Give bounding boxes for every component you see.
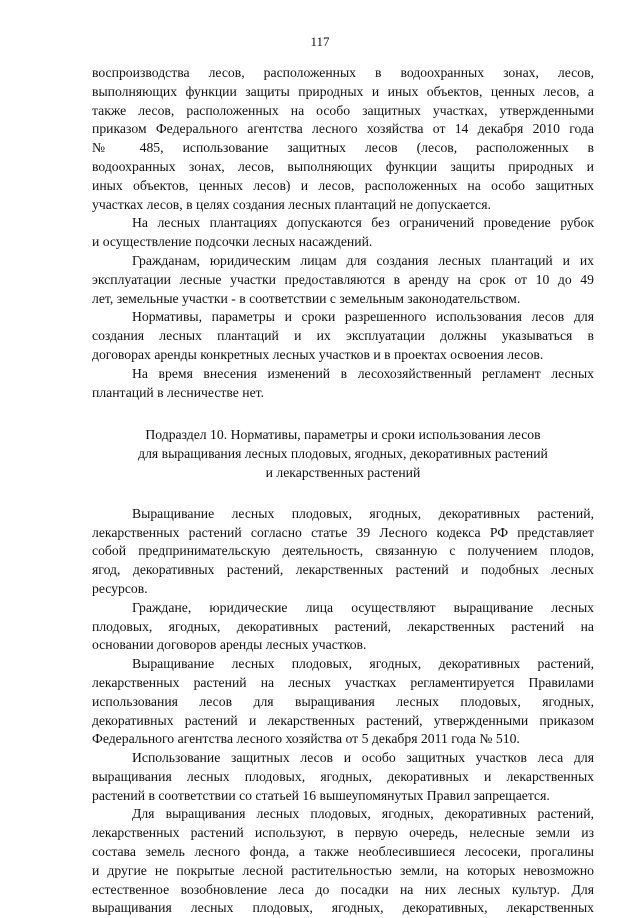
paragraph: [92, 805, 594, 918]
text-line: Граждане, юридические лица осуществляют выращивание лесных: [132, 599, 594, 615]
text-line: Выращивание лесных плодовых, ягодных, декоративных растений,: [132, 505, 594, 521]
text-line: растений в соответствии со статьей 16 вышеупомянутых Правил запрещается.: [92, 787, 550, 803]
text-line: лекарственных растений используют, в первую очередь, нелесные земли из: [92, 825, 594, 841]
text-line: лекарственных растений согласно статье 39 Лесного кодекса РФ представляет: [92, 524, 594, 540]
paragraph: [92, 365, 594, 403]
text-line: На время внесения изменений в лесохозяйственный регламент лесных: [132, 365, 594, 381]
paragraphs-top: [92, 64, 594, 402]
text-line: воспроизводства лесов, расположенных в водоохранных зонах, лесов,: [92, 65, 594, 80]
paragraph: [92, 749, 594, 805]
subsection-heading: [92, 426, 594, 482]
text-line: договорах аренды конкретных лесных участков и в проектах освоения лесов.: [92, 346, 544, 362]
paragraph: [92, 64, 594, 214]
text-line: Федерального агентства лесного хозяйства от 5 декабря 2011 года № 510.: [92, 731, 520, 747]
heading-line: для выращивания лесных плодовых, ягодных, декоративных растений: [138, 446, 548, 462]
text-line: выполняющих функции защиты природных и иных объектов, ценных лесов, а: [92, 83, 594, 99]
text-line: выращивания лесных плодовых, ягодных, декоративных и лекарственных: [92, 768, 594, 784]
text-line: также лесов, расположенных на особо защитных участках, утвержденными: [92, 102, 594, 118]
text-line: плодовых, ягодных, декоративных растений, лекарственных растений на: [92, 618, 594, 634]
text-line: выращивания лесных плодовых, ягодных, декоративных, лекарственных: [92, 900, 594, 916]
text-line: создания лесных плантаций и их эксплуатации должны указываться в: [92, 328, 594, 344]
text-line: лет, земельные участки - в соответствии с земельным законодательством.: [92, 290, 521, 306]
text-line: ресурсов.: [92, 580, 148, 596]
paragraph: [92, 505, 594, 599]
text-line: участках лесов, в целях создания лесных плантаций не допускается.: [92, 196, 491, 212]
paragraph: [92, 599, 594, 655]
text-line: ягод, декоративных растений, лекарственных растений и подобных лесных: [92, 562, 594, 578]
text-line: эксплуатации лесные участки предоставляются в аренду на срок от 10 до 49: [92, 271, 594, 287]
text-line: № 485, использование защитных лесов (лесов, расположенных в: [92, 140, 594, 156]
text-line: водоохранных зонах, лесов, выполняющих функции защиты природных и: [92, 158, 594, 174]
heading-line: и лекарственных растений: [265, 464, 421, 480]
text-line: и другие не покрытые лесной растительностью земли, на которых невозможно: [92, 862, 594, 878]
text-line: состава земель лесного фонда, а также необлесившиеся лесосеки, прогалины: [92, 844, 594, 860]
text-line: На лесных плантациях допускаются без ограничений проведение рубок: [132, 215, 594, 231]
text-line: естественное возобновление леса до посадки на них лесных культур. Для: [92, 881, 594, 897]
document-body: [92, 64, 594, 918]
text-line: основании договоров аренды лесных участков.: [92, 637, 367, 653]
text-line: лекарственных растений на лесных участках регламентируется Правилами: [92, 674, 594, 690]
text-line: приказом Федерального агентства лесного хозяйства от 14 декабря 2010 года: [92, 121, 594, 137]
text-line: собой предпринимательскую деятельность, связанную с получением плодов,: [92, 543, 594, 559]
text-line: Гражданам, юридическим лицам для создания лесных плантаций и их: [132, 252, 594, 268]
text-line: Выращивание лесных плодовых, ягодных, декоративных растений,: [132, 656, 594, 672]
text-line: Нормативы, параметры и сроки разрешенного использования лесов для: [132, 309, 594, 325]
paragraph: [92, 655, 594, 749]
paragraph: [92, 214, 594, 252]
text-line: Использование защитных лесов и особо защитных участков леса для: [132, 750, 594, 766]
heading-line: Подраздел 10. Нормативы, параметры и сроки использования лесов: [145, 427, 541, 443]
text-line: плантаций в лесничестве нет.: [92, 384, 265, 400]
page-number: 117: [310, 34, 330, 49]
text-line: иных объектов, ценных лесов) и лесов, расположенных на особо защитных: [92, 177, 594, 193]
paragraphs-bottom: [92, 505, 594, 918]
text-line: декоративных растений и лекарственных растений, утвержденными приказом: [92, 712, 594, 728]
text-line: и осуществление подсочки лесных насаждений.: [92, 234, 373, 250]
text-line: Для выращивания лесных плодовых, ягодных, декоративных растений,: [132, 806, 594, 822]
paragraph: [92, 308, 594, 364]
paragraph: [92, 252, 594, 308]
text-line: использования лесов для выращивания лесных плодовых, ягодных,: [92, 693, 594, 709]
